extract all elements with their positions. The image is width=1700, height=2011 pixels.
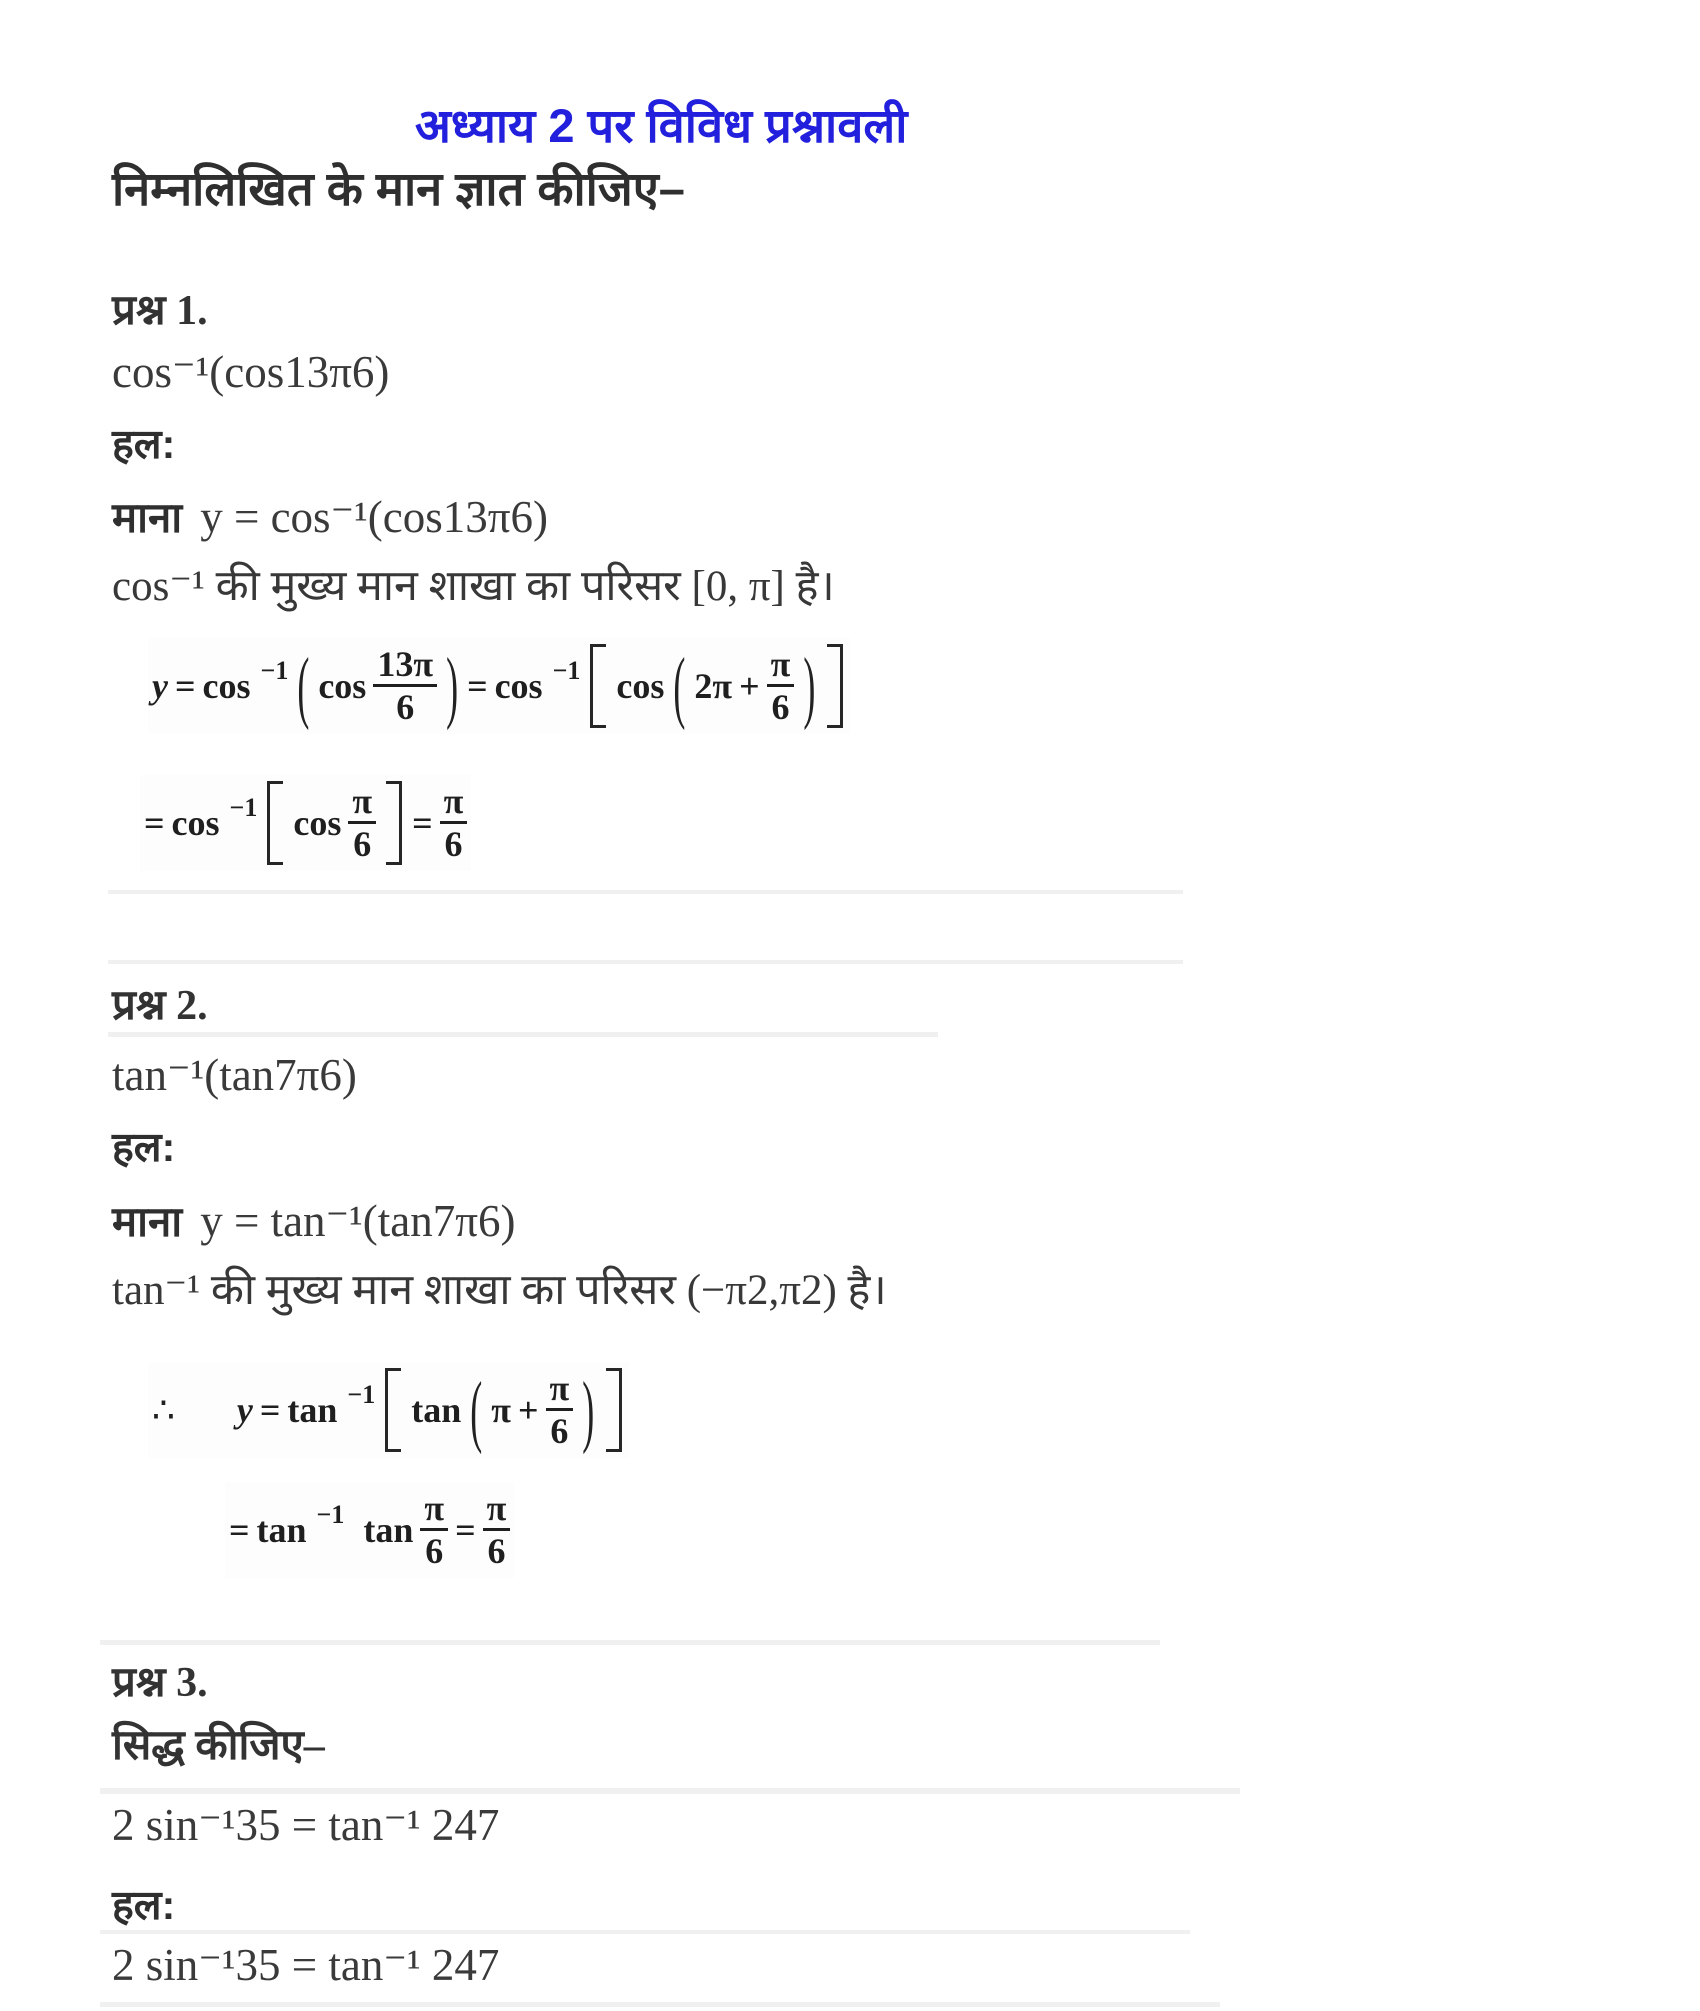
tan-function: tan [287, 1389, 338, 1430]
question-1-range-line: cos⁻¹ की मुख्य मान शाखा का परिसर [0, π] है। [112, 563, 835, 610]
equals-sign: = [455, 1509, 476, 1550]
cos-function: cos [202, 665, 251, 706]
numerator: π [767, 644, 795, 687]
open-paren: ( [297, 640, 310, 731]
scan-artifact-band [100, 2002, 1220, 2007]
open-square-bracket [385, 1368, 401, 1452]
inverse-exponent: −1 [229, 792, 258, 822]
question-3-solution-label: हल: [112, 1882, 176, 1928]
scan-artifact-band [100, 1930, 1190, 1934]
fraction-pi-6 [767, 644, 795, 728]
close-square-bracket [386, 781, 402, 865]
open-square-bracket [590, 644, 606, 728]
fraction-13pi-6 [373, 644, 437, 728]
question-2-label: प्रश्न 2. [112, 983, 208, 1029]
question-3-label: प्रश्न 3. [112, 1660, 208, 1706]
equation-q2-step1 [148, 1362, 629, 1458]
equals-sign: = [144, 802, 165, 843]
numerator: π [546, 1368, 574, 1411]
page-title: अध्याय 2 पर विविध प्रश्नावली [415, 99, 908, 152]
plus-sign: + [739, 665, 760, 706]
equals-sign: = [174, 665, 196, 706]
eq-variable: y [152, 665, 168, 706]
fraction-pi-6 [420, 1488, 448, 1572]
question-2-assume-line [112, 1192, 515, 1249]
denominator: 6 [444, 824, 463, 865]
question-1-solution-label: हल: [112, 421, 176, 467]
fraction-pi-6 [483, 1488, 511, 1572]
close-paren: ) [582, 1364, 595, 1455]
assume-expression: y = cos⁻¹(cos13π6) [200, 492, 548, 542]
close-paren: ) [446, 640, 459, 731]
eq-variable: y [236, 1389, 253, 1430]
denominator: 6 [487, 1531, 506, 1572]
question-3-statement-repeat: 2 sin⁻¹35 = tan⁻¹ 247 [112, 1940, 500, 1990]
term-pi: π [491, 1389, 511, 1430]
close-square-bracket [606, 1368, 622, 1452]
assume-prefix: माना [112, 494, 183, 541]
denominator: 6 [396, 687, 415, 728]
open-paren: ( [673, 640, 686, 731]
question-3-statement: 2 sin⁻¹35 = tan⁻¹ 247 [112, 1800, 500, 1850]
cos-function: cos [494, 665, 543, 706]
equation-q1-step2 [140, 775, 471, 871]
inverse-exponent: −1 [552, 655, 581, 685]
numerator: π [348, 781, 376, 824]
close-paren: ) [803, 640, 816, 731]
cos-function: cos [293, 802, 342, 843]
denominator: 6 [771, 687, 790, 728]
cos-function: cos [616, 665, 665, 706]
plus-sign: + [518, 1389, 539, 1430]
equals-sign: = [259, 1389, 281, 1430]
numerator: π [440, 781, 468, 824]
question-1-label: प्रश्न 1. [112, 288, 208, 334]
numerator: π [483, 1488, 511, 1531]
equation-q1-step1 [148, 638, 850, 734]
equation-q2-step2 [225, 1482, 514, 1578]
fraction-pi-6 [440, 781, 468, 865]
question-2-solution-label: हल: [112, 1124, 176, 1170]
scan-artifact-band [108, 960, 1183, 964]
question-2-expression: tan⁻¹(tan7π6) [112, 1050, 357, 1100]
inverse-exponent: −1 [316, 1499, 345, 1529]
denominator: 6 [550, 1411, 569, 1452]
open-square-bracket [267, 781, 283, 865]
equals-sign: = [467, 665, 488, 706]
denominator: 6 [353, 824, 372, 865]
therefore-symbol: ∴ [152, 1389, 175, 1430]
tan-function: tan [256, 1509, 307, 1550]
question-3-prove-label: सिद्ध कीजिए– [112, 1723, 325, 1769]
intro-heading: निम्नलिखित के मान ज्ञात कीजिए– [112, 162, 685, 215]
denominator: 6 [425, 1531, 444, 1572]
term-2pi: 2π [694, 665, 733, 706]
scan-artifact-band [108, 1032, 938, 1037]
equals-sign: = [412, 802, 433, 843]
inverse-exponent: −1 [347, 1379, 376, 1409]
tan-function: tan [363, 1509, 414, 1550]
scan-artifact-band [108, 890, 1183, 894]
cos-function: cos [318, 665, 367, 706]
question-2-range-line: tan⁻¹ की मुख्य मान शाखा का परिसर (−π2,π2) है। [112, 1267, 887, 1314]
fraction-pi-6 [348, 781, 376, 865]
fraction-pi-6 [546, 1368, 574, 1452]
close-square-bracket [827, 644, 843, 728]
inverse-exponent: −1 [260, 655, 289, 685]
cos-function: cos [171, 802, 220, 843]
tan-function: tan [411, 1389, 462, 1430]
numerator: 13π [373, 644, 437, 687]
equals-sign: = [229, 1509, 250, 1550]
question-1-expression: cos⁻¹(cos13π6) [112, 347, 390, 397]
assume-expression: y = tan⁻¹(tan7π6) [200, 1196, 516, 1246]
question-1-assume-line [112, 488, 548, 545]
numerator: π [420, 1488, 448, 1531]
assume-prefix: माना [112, 1198, 183, 1245]
open-paren: ( [470, 1364, 483, 1455]
scan-artifact-band [100, 1788, 1240, 1794]
scan-artifact-band [100, 1640, 1160, 1645]
